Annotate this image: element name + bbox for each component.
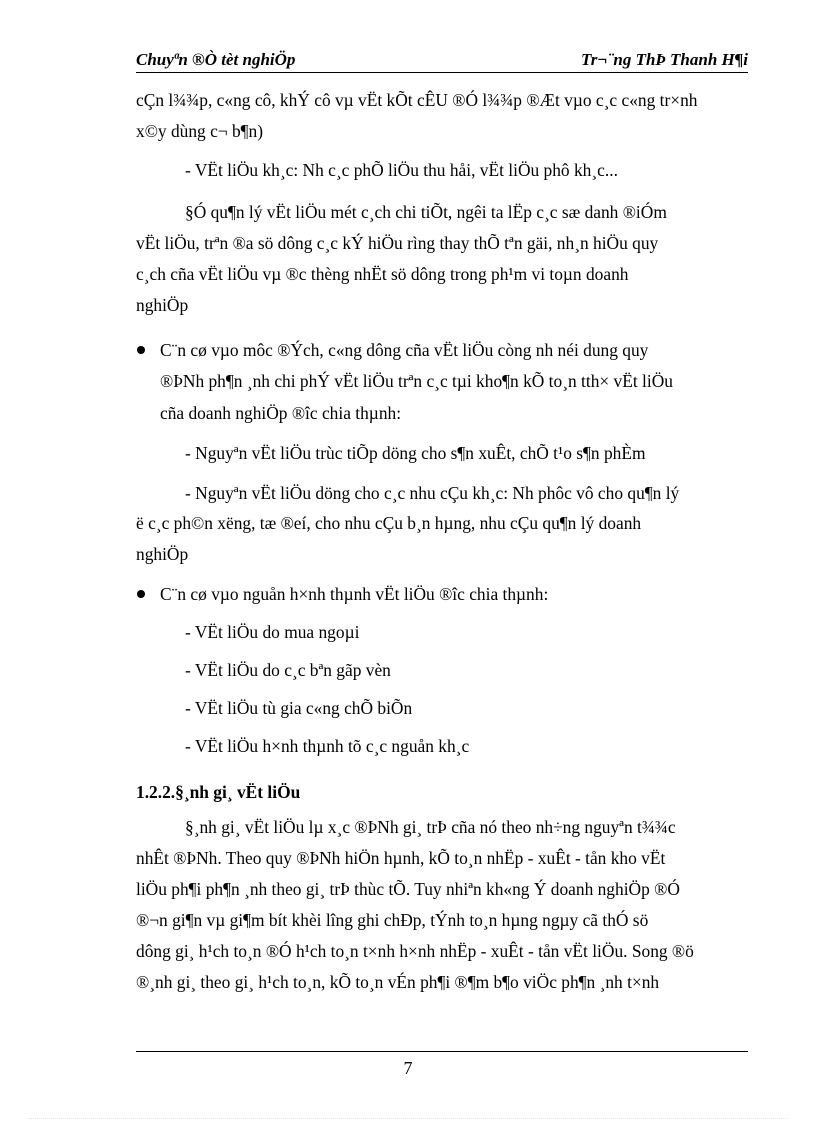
text-line: cña doanh nghiÖp ®îc chia thµnh: <box>160 403 402 423</box>
page-number: 7 <box>403 1058 413 1078</box>
text-line: nhÊt ®ÞNh. Theo quy ®ÞNh hiÖn hµnh, kÕ to¸n nhËp - xuÊt - tån kho vËt <box>136 848 666 868</box>
text-line: C¨n cø vµo nguån h×nh thµnh vËt liÖu ®îc chia thµnh: <box>160 584 549 604</box>
page-edge-divider <box>28 1118 788 1119</box>
page-header <box>136 50 748 73</box>
text-line: - VËt liÖu do c¸c bªn gãp vèn <box>185 660 391 680</box>
bullet-marker <box>137 590 145 598</box>
text-line: §¸nh gi¸ vËt liÖu lµ x¸c ®ÞNh gi¸ trÞ cña nó theo nh÷ng nguyªn t¾¾c <box>185 817 676 837</box>
header-author-name: Tr¬¨ng ThÞ Thanh H¶i <box>581 50 748 69</box>
text-line: ®¬n gi¶n vµ gi¶m bít khèi lîng ghi chÐp, tÝnh to¸n hµng ngµy cã thÓ sö <box>136 910 649 930</box>
text-line: ®¸nh gi¸ theo gi¸ h¹ch to¸n, kÕ to¸n vÉn ph¶i ®¶m b¶o viÖc ph¶n ¸nh t×nh <box>136 972 660 992</box>
text-line: liÖu ph¶i ph¶n ¸nh theo gi¸ trÞ thùc tÕ. Tuy nhiªn kh«ng Ý doanh nghiÖp ®Ó <box>136 879 680 899</box>
section-heading: 1.2.2.§¸nh gi¸ vËt liÖu <box>136 782 301 802</box>
text-line: cÇn l¾¾p, c«ng cô, khÝ cô vµ vËt kÕt cÊU ®Ó l¾¾p ®Æt vµo c¸c c«ng tr×nh <box>136 90 698 110</box>
text-line: ®ÞNh ph¶n ¸nh chi phÝ vËt liÖu trªn c¸c tµi kho¶n kÕ to¸n tth× vËt liÖu <box>160 371 673 391</box>
header-thesis-title: Chuyªn ®Ò tèt nghiÖp <box>136 50 296 69</box>
text-line: - VËt liÖu h×nh thµnh tõ c¸c nguån kh¸c <box>185 736 470 756</box>
text-line: vËt liÖu, trªn ®a sö dông c¸c kÝ hiÖu rìng thay thÕ tªn gäi, nh¸n hiÖu quy <box>136 233 659 253</box>
text-line: ë c¸c ph©n xëng, tæ ®eí, cho nhu cÇu b¸n hµng, nhu cÇu qu¶n lý doanh <box>136 513 642 533</box>
text-line: - VËt liÖu do mua ngoµi <box>185 622 360 642</box>
text-line: - VËt liÖu tù gia c«ng chÕ biÕn <box>185 698 413 718</box>
text-line: C¨n cø vµo môc ®Ých, c«ng dông cña vËt liÖu còng nh néi dung quy <box>160 340 649 360</box>
footer-divider <box>136 1051 748 1052</box>
text-line: c¸ch cña vËt liÖu vµ ®c thèng nhËt sö dông trong ph¹m vi toµn doanh <box>136 264 629 284</box>
text-line: - Nguyªn vËt liÖu trùc tiÕp döng cho s¶n xuÊt, chÕ t¹o s¶n phÈm <box>185 443 646 463</box>
text-line: dông gi¸ h¹ch to¸n ®Ó h¹ch to¸n t×nh h×nh nhËp - xuÊt - tån vËt liÖu. Song ®ö <box>136 941 694 961</box>
text-line: §Ó qu¶n lý vËt liÖu mét c¸ch chi tiÕt, ngêi ta lËp c¸c sæ danh ®iÓm <box>185 202 667 222</box>
bullet-marker <box>137 346 145 354</box>
text-line: - Nguyªn vËt liÖu döng cho c¸c nhu cÇu kh¸c: Nh phôc vô cho qu¶n lý <box>185 483 680 503</box>
text-line: - VËt liÖu kh¸c: Nh c¸c phÕ liÖu thu håi, vËt liÖu phô kh¸c... <box>185 160 618 180</box>
text-line: x©y dùng c¬ b¶n) <box>136 121 264 141</box>
text-line: nghiÖp <box>136 295 189 315</box>
text-line: nghiÖp <box>136 544 189 564</box>
